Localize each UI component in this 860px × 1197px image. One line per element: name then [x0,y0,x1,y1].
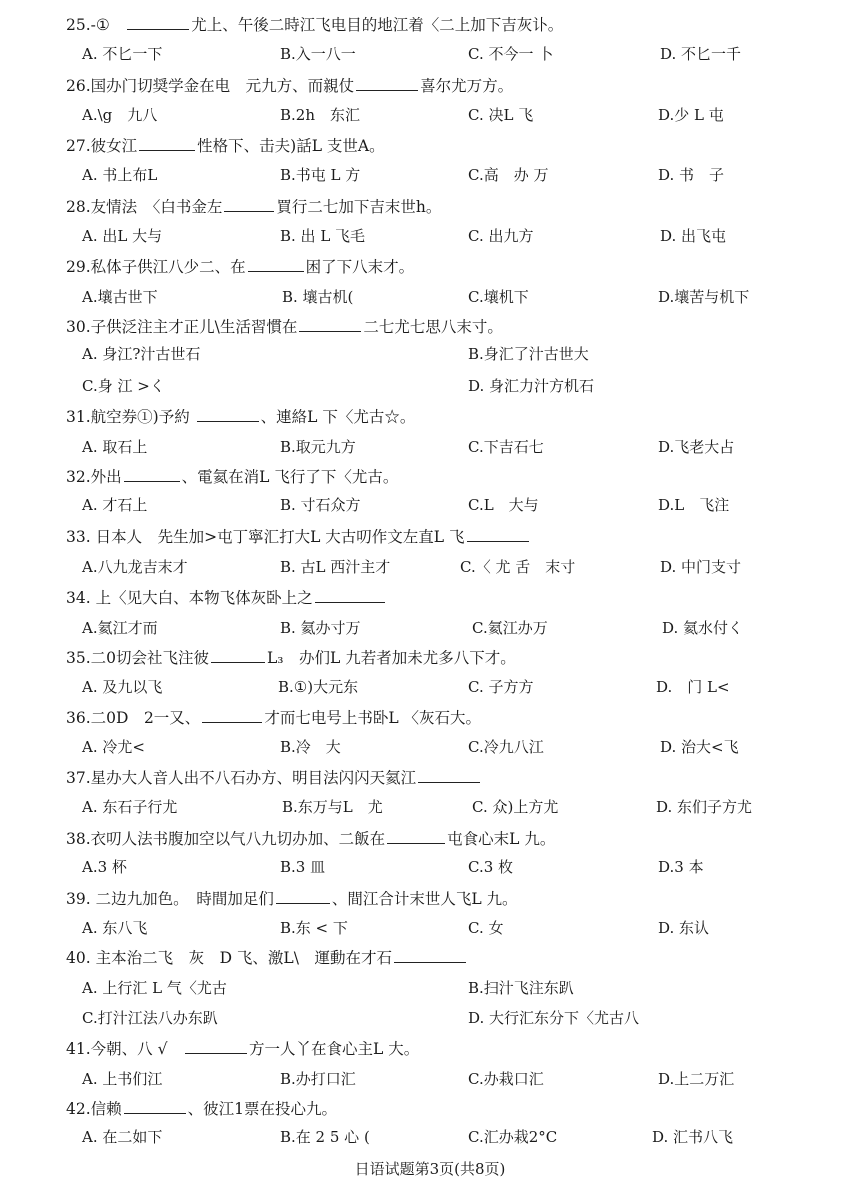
answer-option[interactable]: A. 书上布L [82,166,158,184]
question-stem [66,316,503,338]
answer-blank[interactable] [387,829,445,844]
question-text: 37.星办大人音人出不八石办方、明目法闪闪天氦江 [66,769,417,787]
answer-option[interactable]: D. 出飞屯 [660,227,727,245]
answer-option[interactable]: B.东万与L 尤 [282,798,383,816]
question-stem [66,14,563,36]
answer-option[interactable]: D. 氦水付く [662,619,744,637]
answer-option[interactable]: D. 身汇力汁方机石 [468,377,595,395]
answer-option[interactable]: B.办打口汇 [280,1070,356,1088]
answer-option[interactable]: B. 寸石众方 [280,496,361,514]
answer-option[interactable]: A.壤古世下 [82,288,158,306]
answer-option[interactable]: B.2h 东汇 [280,106,360,124]
question-text-tail: 喜尔尤万方。 [420,77,514,95]
answer-blank[interactable] [124,467,180,482]
answer-option[interactable]: B.东 < 下 [280,919,348,937]
question-text-tail: 困了下八末才。 [305,258,415,276]
answer-option[interactable]: B.身汇了汁古世大 [468,345,589,363]
answer-blank[interactable] [224,197,274,212]
answer-option[interactable]: C.L 大与 [468,496,539,514]
answer-option[interactable]: D. 东认 [658,919,710,937]
answer-blank[interactable] [356,76,418,91]
answer-option[interactable]: B.取元九方 [280,438,356,456]
answer-blank[interactable] [124,1099,186,1114]
answer-option[interactable]: D.少 L 屯 [658,106,724,124]
answer-blank[interactable] [394,948,466,963]
question-text: 31.航空券①)予約 [66,408,195,426]
question-text-tail: 尤上、午後二時江飞电目的地江着〈二上加下吉灰讣。 [191,16,564,34]
question-stem [66,406,415,428]
answer-option[interactable]: A. 出L 大与 [82,227,163,245]
answer-option[interactable]: A. 上书们江 [82,1070,163,1088]
question-stem [66,526,531,548]
question-stem [66,947,468,969]
question-text-tail: 買行二七加下吉末世h。 [276,198,442,216]
question-text: 42.信赖 [66,1100,122,1118]
answer-option[interactable]: D. 中门支寸 [660,558,742,576]
answer-option[interactable]: C.身 江 >く [82,377,165,395]
answer-blank[interactable] [197,407,259,422]
answer-option[interactable]: C.〈 尤 舌 末寸 [460,558,576,576]
answer-option[interactable]: C.壤机下 [468,288,529,306]
answer-option[interactable]: B.入一八一 [280,45,356,63]
answer-option[interactable]: C.汇办栽2°C [468,1128,558,1146]
answer-blank[interactable] [418,768,480,783]
question-stem [66,1098,337,1120]
question-stem [66,888,518,910]
answer-option[interactable]: B. 古L 西汁主才 [280,558,391,576]
question-stem [66,256,414,278]
answer-option[interactable]: D. 大行汇东分下〈尤古八 [468,1009,640,1027]
answer-option[interactable]: B.扫汁飞注东趴 [468,979,574,997]
answer-option[interactable]: B.书屯 L 方 [280,166,361,184]
question-text: 32.外出 [66,468,122,486]
answer-option[interactable]: B. 出 L 飞毛 [280,227,366,245]
answer-option[interactable]: C.打汁江法八办东趴 [82,1009,218,1027]
answer-option[interactable]: A.3 杯 [82,858,127,876]
answer-option[interactable]: D.3 本 [658,858,704,876]
answer-option[interactable]: B. 壤古机( [282,288,354,306]
question-text-tail: 屯食心末L 九。 [447,830,556,848]
answer-option[interactable]: A. 冷尤< [82,738,145,756]
question-text: 30.子供泛注主才正儿\生活習慣在 [66,318,298,336]
answer-option[interactable]: B.①)大元东 [278,678,359,696]
answer-option[interactable]: A. 在二如下 [82,1128,163,1146]
answer-blank[interactable] [276,889,330,904]
question-text-tail: 、間江合计末世人飞L 九。 [331,890,518,908]
question-text: 41.今朝、八 √ [66,1040,183,1058]
question-text: 38.衣叨人法书腹加空以气八九切办加、二飯在 [66,830,386,848]
question-text-tail: 才而七电号上书卧L 〈灰石大。 [264,709,482,727]
question-text: 40. 主本治二飞 灰 D 飞、激L\ 運動在才石 [66,949,392,967]
question-text: 33. 日本人 先生加>屯丁寧汇打大L 大古叨作文左直L 飞 [66,528,465,546]
answer-option[interactable]: B.3 皿 [280,858,326,876]
answer-option[interactable]: A.氦江才而 [82,619,158,637]
question-text-tail: L₃ 办们L 九若者加未尤多八下才。 [267,649,516,667]
question-text: 29.私体子供江八少二、在 [66,258,246,276]
answer-option[interactable]: A. 及九以飞 [82,678,163,696]
answer-blank[interactable] [467,527,529,542]
answer-option[interactable]: D.上二万汇 [658,1070,735,1088]
answer-option[interactable]: C.氦江办万 [472,619,548,637]
answer-option[interactable]: A. 上行汇 L 气〈尤古 [82,979,227,997]
answer-option[interactable]: D. 书 子 [658,166,725,184]
answer-option[interactable]: A. 才石上 [82,496,148,514]
answer-option[interactable]: A. 东石子行尤 [82,798,178,816]
answer-blank[interactable] [299,317,361,332]
answer-option[interactable]: B.冷 大 [280,738,341,756]
answer-option[interactable]: C. 众)上方尤 [472,798,559,816]
answer-blank[interactable] [315,588,385,603]
answer-option[interactable]: B. 氦办寸万 [280,619,361,637]
answer-option[interactable]: C. 出九方 [468,227,534,245]
answer-option[interactable]: D.壤苦与机下 [658,288,750,306]
answer-option[interactable]: C. 子方方 [468,678,534,696]
answer-option[interactable]: C.冷九八江 [468,738,544,756]
answer-blank[interactable] [139,136,195,151]
question-text-tail: 性格下、击夫)話L 支世A。 [197,137,385,155]
answer-option[interactable]: D. 东们子方尤 [656,798,753,816]
answer-option[interactable]: A. 身江?汁古世石 [82,345,201,363]
question-text-tail: 方一人丫在食心主L 大。 [248,1040,420,1058]
question-text-tail: 二七尤七思八末寸。 [363,318,503,336]
question-text-tail: 、連絡L 下〈尤古☆。 [260,408,416,426]
question-text: 27.彼女江 [66,137,138,155]
answer-option[interactable]: C. 女 [468,919,504,937]
question-stem [66,587,387,609]
answer-option[interactable]: C. 不今一 卜 [468,45,554,63]
answer-option[interactable]: D.飞老大占 [658,438,735,456]
question-stem [66,135,385,157]
answer-option[interactable]: D. 不匕一千 [660,45,742,63]
answer-blank[interactable] [185,1039,247,1054]
answer-option[interactable]: A.\g 九八 [82,106,158,124]
question-stem [66,466,398,488]
question-text: 36.二0D 2一又、 [66,709,201,727]
answer-option[interactable]: A. 不匕一下 [82,45,163,63]
question-stem [66,767,482,789]
answer-option[interactable]: A.八九龙吉末才 [82,558,188,576]
question-stem [66,647,516,669]
answer-option[interactable]: C.下吉石七 [468,438,544,456]
question-text: 25.-① [66,16,126,34]
question-text: 34. 上〈见大白、本物飞体灰卧上之 [66,589,313,607]
answer-option[interactable]: C.办栽口汇 [468,1070,544,1088]
answer-blank[interactable] [211,648,265,663]
question-stem [66,828,555,850]
question-text: 26.国办门切奨学金在电 元九方、而親仗 [66,77,355,95]
answer-option[interactable]: C.高 办 万 [468,166,549,184]
answer-option[interactable]: B.在 2 5 心 ( [280,1128,370,1146]
answer-option[interactable]: D.L 飞注 [658,496,730,514]
page-footer: 日语试题第3页(共8页) [354,1160,506,1178]
answer-option[interactable]: D. 门 L< [656,678,730,696]
question-stem [66,75,513,97]
answer-option[interactable]: C.3 枚 [468,858,514,876]
answer-option[interactable]: A. 东八飞 [82,919,148,937]
question-stem [66,1038,419,1060]
question-text: 39. 二边九加色。 時間加足们 [66,890,274,908]
answer-blank[interactable] [248,257,304,272]
answer-blank[interactable] [202,708,262,723]
question-text: 28.友情法 〈白书金左 [66,198,223,216]
question-stem [66,196,441,218]
question-text: 35.二0切会社飞注彼 [66,649,210,667]
question-text-tail: 、電氦在消L 飞行了下〈尤古。 [181,468,399,486]
answer-option[interactable]: A. 取石上 [82,438,148,456]
answer-option[interactable]: C. 决L 飞 [468,106,534,124]
answer-option[interactable]: D. 治大<飞 [660,738,739,756]
question-stem [66,707,481,729]
question-text-tail: 、彼江1票在投心九。 [187,1100,338,1118]
answer-blank[interactable] [127,15,189,30]
answer-option[interactable]: D. 汇书八飞 [652,1128,734,1146]
